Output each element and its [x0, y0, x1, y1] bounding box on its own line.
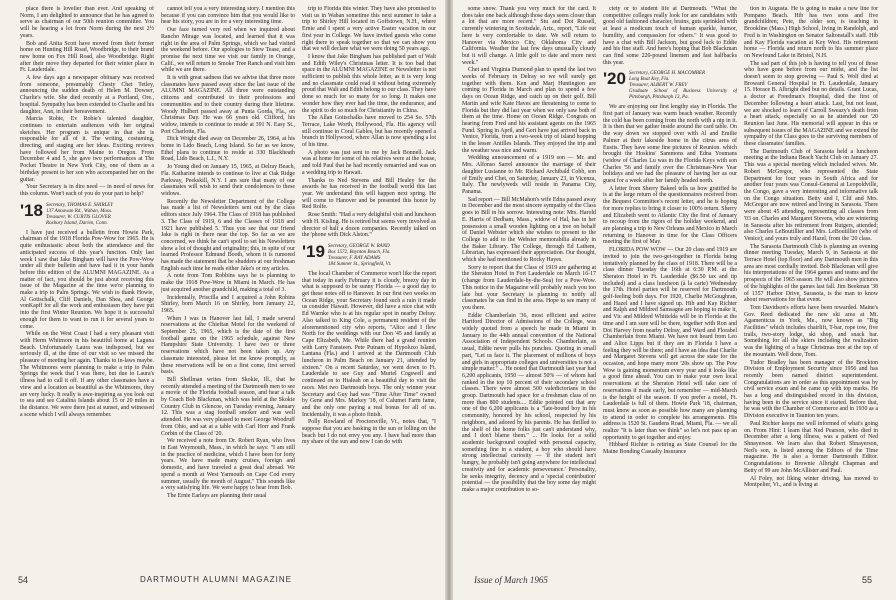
paragraph: Hibbard Richter is retiring as State Counsel for the Maine Bonding Casualty Insurance: [603, 442, 737, 456]
paragraph: The local Chamber of Commerce won't like the report that today in early February it is cloudy, breezy day in what is supposed to be sunny Florida — a good day to get these notes off to Hanover. In our first two weeks on Ocean Ridge, your Secretary found such a rain it made us consider Hawaii. However, did have a nice chat with Ed Warnke who is at his regular spot in nearby Delray. Also talked to King Cole, a permanent resident of the aforementioned city who reports, "Alice and I flew North for the weddings with our Don '45 and family at Cape Elizabeth, Me. While there had a grand reunion with Larry Fansteen. Pete Putnam of Hypoluxo Island, Lantana (Fla.) and I arrived at the Dartmouth Club luncheon in Palm Beach on January 21, attended by sixteen." On a recent Saturday, we went down to Ft. Lauderdale to see Guy and Muriel Cogswell and continued on to Hialeah on a beautiful day to visit the races. Met two Dartmouth boys. The only winner your Secretary and Guy had was "Time After Time" owned by Gene and Mrs. Markey '18, of Calumet Farm fame, and the only one paying a real bonus for all of us. Incidentally, it was a photo finish.: [302, 270, 436, 418]
class-officers: [46, 203, 113, 227]
paragraph: The Dartmouth Club of Sarasota held a luncheon meeting at the Indiana Beach Yacht Club on January 27. This was a special meeting which included wives. Mr. Robert McGregor, who represented the State Department for four years in South Africa and for another four years was Consul-General at Leopoldville, the Congo, gave a very interesting and informative talk on the Congo situation. Betty and I, Clif and Mrs. McGregor are now retired and living in Sarasota. There were about 45 attending, representing all classes from '03 on. Charles and Margaret Stevens, who are wintering in Sarasota after his retirement from Rutgers, attended; also Charles LeBoutillier and Mrs. LeBoutillier (who of Venice); and yours truly and Hazel, from the '20 class.: [744, 148, 878, 242]
paragraph: Rose Smith: "Had a very delightful visit and luncheon with H. Kisling. He is retired but seems very involved as director of half a dozen companies. Recently talked on the 'phone with Dick Alston.": [302, 212, 436, 239]
class-heading-1919: [302, 241, 436, 268]
paragraph: Tudor Bradley has been manager of the Brockton Division of Employment Security since 1956 and has recently been named district superintendent. Congratulations are in order as this appointment was by civil service exam and he came up with top marks. He has a long and distinguished record in this division, having been in the service since it started. Before that, he was with the Chamber of Commerce and in 1930 as a Division executive in Taunton ten years.: [744, 359, 878, 420]
paragraph: ciety or to student life at Dartmouth. "What the competitive colleges really look for are candidates with good old fashioned character, brains, guts sprinkled with at least a modicum touch of human sparkle, humor, humility, and compassion for others." It was good to have a chat with Bill Jackson, but good luck to Eddie and his fine staff. And here's hoping that Bob Blackman can find some 220-pound linemen and fast halfbacks this year.: [603, 6, 737, 66]
treasurer-line: Treasurer, ALBERT W. FREY: [628, 83, 688, 89]
paragraph: It is with great sadness that we advise that three more classmates have passed away since the last issue of the ALUMNI MAGAZINE. All three were outstanding citizens and contributed to their professions and communities and to their country during their lifetime. Woody Hulbert passed away at Punta Gorda, Fla., on Christmas Day. He was 66 years old. Clifford, his widow, intends to continue to reside at 391 N. Easy St., Port Charlotte, Fla.: [161, 75, 295, 135]
paragraph: While on the West Coast I had a very pleasant visit with Herm Whitmore in his beautiful home at Laguna Beach. Unfortunately Laura was indisposed, but we seriously ill, at the time of our visit so we missed the pleasure of meeting her again. Thanks to in-laws maybe. The Whitmores were planning to make a trip to Palm Springs the week that I was there, but due to Laura's illness had to call it off. If any other classmates have a view and a location as beautiful as the Whitmores, they are very lucky. It really is awe-inspiring as you look out to sea and see Catalina Islands about 15 or 20 miles in the distance. We were there just at sunset, and witnessed a scene which I will always remember.: [20, 331, 154, 418]
secretary-address: Long Boat Key, Fla.: [628, 77, 670, 83]
paragraph: tion in Augusta. He is going to make a new line for Pompano Beach. Hib has two sons and five grandchildren; Pete, the older son, is teaching in Brookline (Mass.) High School, living in Randolph, and Fred is in Washington on Senator Saltonstall's staff. Hib and Kay Florida vacation at Key West. His retirement home — Florida and return north to his summer place on Newfound Lake in Bristol, N.H.: [744, 6, 878, 59]
secretary-address: Box 1572, Boynton Beach, Fla.: [327, 249, 391, 255]
secretary-line: Secretary, GEORGE W. RAND: [327, 243, 390, 249]
paragraph: Marcia Robie, Ev Robie's talented daughter, continues to entertain audiences with her original sketches. Her program is unique in that she is responsible for all of it. The writing, costuming, directing, and staging are her ideas. Exciting reviews have followed her from Maine to Oregon. From December 4 and 5, she gave two performances at The Pocket Theatre in New York City, one of them as a birthday present to her son who accompanied her on the guitar.: [20, 116, 154, 183]
paragraph: Our face turned very red when we inquired about Rancho Mirage was located, and learned that it was right in the area of Palm Springs, which we had visited the weekend before. Our apologies to Stew Tease, and a promise the next time we visit our family in Orange, Calif., we will return to Smoke Tree Ranch and visit him while we are there.: [161, 27, 295, 74]
paragraph: Chet and Virginia Dumond plan to spend the last two weeks of February in Delray so we will surely get together with them. Ken and Marj Huntington are coming to Florida in March and plan to spend a few days on Ocean Ridge, and catch up on their golf. Bill Martin and wife Kate Haves are threatening to come to Florida but they did last year when we only saw both of them at the time. Home on Ocean Ridge. Congrats on hearing from Fred and his assistant agents on the 1965 Fund. Spring in April, and Gert have just arrived back in Venice, Florida, from a two-week trip of island hopping in the lesser Antilles Islands. They enjoyed the trip and the weather was nice and warm.: [462, 67, 596, 154]
class-year: '20: [603, 69, 626, 89]
paragraph: Bill Shellman writes from Skokie, Ill., that he recently attended a meeting of the Dartmouth men to see a movie of the Florida football season, and hear a talk by Coach Bob Blackman, which was held at the Skokie Country Club in Glencoe, on Tuesday evening, January 12. This was a stag football smoker and was well attended. He was very pleased to meet George Woodruff from Ohio, and sat at a table with Carl Horr and Frank Corbin of the Class of '20.: [161, 376, 295, 437]
paragraph: Polly Rowland of Proctorsville, Vt., notes that, "I suppose that you are basking in the sun or lolling on the beach but I do not envy you any. I have had more than my share of the sun and now I can do with: [302, 419, 436, 446]
paragraph: Dick Wright died away on December 26, 1964, at his home in Lido Beach, Long Island. So far as we know, Ethel plans to continue to reside at 330 Blackheath Road, Lido Beach, L.I., N.Y.: [161, 136, 295, 163]
paragraph: A few days ago a newspaper obituary was received from someone, presumably Chesty Chet Tetley, announcing the sudden death of Helen M. Dowser, Charlie's wife. She died recently at a Portland, Ore., hospital. Sympathy has been extended to Charlie and his daughter, Ann, in their bereavement.: [20, 75, 154, 115]
class-officers: [328, 244, 391, 268]
paragraph: some snow. Thank you very much for the card. It does take one back although those days seem closer than a lot that are more recent." Stu and Dot Russell, currently wintering in Scottsdale, Ariz., report, "Life out here is very comfortable to date. We will return to Hanover via Mexico City, Oklahoma City and California. Weather the last few days unusually cloudy but it will change. A little golf to date and more next week.": [462, 6, 596, 66]
paragraph: A letter from Sherry Bakeel tells us how gratified he is at the large return of the questionnaires received from the Bequest Committee's recent letter, and he is hoping for more replies to bring it closer to 100% return. Sherry and Elizabeth went to Atlantic City the first of January to recoup from the rigors of the holiday weekend, and are planning a trip to New Orleans and Mexico in March returning to Hanover in time for the Class Officers meeting the first of May.: [603, 185, 737, 246]
paragraph: We received a note from Dr. Robert Ryan, who lives in East Weymouth, Mass., in which he says: "I am still in the practice of medicine, which I have been for forty years. We have made many cruises, foreign and domestic, and have traveled a great deal abroad. We spend a month at West Yarmouth on Cape Cod every summer, usually the month of August." This sounds like a very satisfying life. We were happy to hear from Bob.: [161, 438, 295, 492]
secretary-line: Secretary, GEORGE H. MACOMBER: [628, 71, 705, 77]
treasurer-line: Treasurer, W. CURTIS GLOVER: [45, 214, 111, 220]
class-year: '19: [302, 241, 325, 261]
paragraph: Paul Richter keeps me well informed of what's going on. From Hint: I learn that Ned Pearson, who died in December after a long illness, was a patient of Ned Shnayerson. We learn also that Robert Shnayerson, Ned's son, is listed among the Editors of the Time magazine. He is also a former Dartmouth Editor. Congratulations to Brownie Albright Chapman and Betty of 99 are John McAllister and Paul.: [744, 420, 878, 474]
paragraph: A note from Tom Robbins says he is planning to make the 1918 Pow-Wow in Miami in March. He has just acquired another grandchild, making a total of 3.: [161, 273, 295, 293]
paragraph: Sorry to report that the Class of 1919 are gathering at the Sheraton Hotel in Fort Lauderdale on March 16-17 (change from Lauderdale-by-the-Sea) for a Pow-Wow. This notice in the Magazine will probably reach you too late but your Secretary is planning to notify all classmates he can find in the area. Hope to see many of you there.: [462, 264, 596, 311]
issue-date: Issue of March 1965: [474, 575, 548, 585]
paragraph: place there is lovelier than ever. And speaking of Norm, I am delighted to announce that he has agreed to serve as chairman of our 50th reunion committee. You will be hearing a lot from Norm during the next 2½ years.: [20, 6, 154, 39]
magazine-title: DARTMOUTH ALUMNI MAGAZINE: [140, 575, 292, 584]
treasurer-line: Treasurer, F. RAY ADAMS: [327, 255, 381, 261]
paragraph: We are enjoying our first lengthy stay in Florida. The first part of January was warm beach weather. Recently the cold has been coming from the north with a nip in it. It is then that we gather inside around the card table. On the way down we stopped over with Al and Emilie Palmer at their lakeside home in the citrus area of Eustis. They have some fine pictures of Reunion. which brought the Hoskins' Sammons and Edna Youmans (widow of Charles Lu was in the Florida Keys with son Charles '56 and family over the Christmas-New Year holidays and we had the pleasure of having her as our guest for a week after her family headed north.: [603, 104, 737, 185]
column-3: [302, 6, 436, 566]
class-officers: [629, 71, 737, 101]
paragraph: Thanks to Ned Stevens and Bill Healey for the awards he has received in the football world this last year. We understand this will happen next spring. He will come to Hanover and be presented this honor by Red Rolfe.: [302, 177, 436, 211]
paragraph: When I was in Hanover last fall, I made several reservations at the Chieftan Motel for the weekend of September 25, 1965, which is the date of the first football game on the 1965 schedule, against New Hampshire State University. I have two or three reservations which have not been taken up. Any classmate interested, please let me know promptly, as these reservations will be on a first come, first served basis.: [161, 315, 295, 376]
paragraph: trip to Florida this winter. They have also promised to visit us in Waban sometime this next summer to take a trip to Shirley Hill located in Goffstown, N.H., where Ernie and I spent a very active Easter vacation in our first year in College. We have invited guests who come right there to speak together so that we can show you that we will declare what we were doing 50 years ago.: [302, 6, 436, 53]
page-number-left: 54: [18, 575, 29, 585]
paragraph: The sad part of this job is having to tell you of those who have gone before from our midst, and the list doesn't seem to stop growing — Paul S. Wolf died at Broward General Hospital in Ft. Lauderdale, January 15. Horace B. Albright died but no details. Grant Lucas, a doctor at Freedman's Hospital, died the first of December following a heart attack. Last, but not least, we are shocked to learn of Carroll Sweazy's death from a heart attack, especially so as he attended our '20 Reunion last June. His memorial will appear in this or subsequent issues of the MAGAZINE and we extend the sympathy of the Class goes to the surviving members of these classmates' families.: [744, 60, 878, 148]
class-heading-1918: [20, 200, 154, 227]
paragraph: I know that Jake Bingham has published part of Walt and Edith Wiley's Christmas letter. It is too bad that space in the ALUMNI MAGAZINE or Newsletter is not sufficient to publish this whole letter, as it is very long and no classmate could read it without being extremely proud that Walt and Edith belong to our class. They have done so much for so many for so long. It makes one wonder how they ever had the time, the endurance, and the spirit to do so much for Christianity in China.: [302, 53, 436, 114]
paragraph: Tom Davidson's efforts have been rewarded. Maine's Gov. Reed dedicated the new ski area at Mt. Agamenticus in York, Me., now known as "Big Facilities" which includes chairlift, T-bar, rope tow, five trails, two-story lodge, ski shop, and snack bar. Something for all the skiers including the realization was the lighting of a huge Christmas tree at the top of the mountain. Well done, Tom.: [744, 304, 878, 358]
paragraph: Sad report — Bill McMahon's wife Edna passed away in December and the most sincere sympathy of the Class goes to Bill in his sorrow. Interesting note: Mrs. Harold E. Harris of Dedham, Mass., widow of Hal, has in her possession a small wooden lighting on a tree on behalf of Daniel Webster which she wishes to present to the College to add to the Webster memorabilia already in the Baker Library. The College, through Ed Lathem, Librarian, has expressed their appreciation. Our thought, which she had mentioned to Rocky Hayes.: [462, 196, 596, 264]
column-5: [603, 6, 737, 566]
column-6: [744, 6, 878, 566]
paragraph: The Allan Gottschalks have moved to 254 So. 57th Terrace, Lake Worth, Hollywood, Fla. His agency will still continue in Coral Gables, but has recently opened a branch in Hollywood, where Allan is now spending a lot of his time.: [302, 115, 436, 149]
secretary-address: 137 Annawan Rd., Waban, Mass.: [45, 208, 113, 214]
paragraph: Bob and Anita Scott have moved from their former home on Hunting Hill Road, Woodbridge, to their brand new home on Fox Hill Road, also Woodbridge. Right after their move they departed for their winter place in Ft. Lauderdale.: [20, 40, 154, 74]
class-year: '18: [20, 200, 43, 220]
treasurer-address: Roxbury Island, Darien, Conn.: [45, 220, 108, 226]
paragraph: The Sarasota Dartmouth Club is planning an evening dinner meeting Tuesday, March 9, in Sarasota at the Terrace Hotel (top floor) and any Dartmouth men in this area are most cordially invited. Bob Blackman will give his interpretations of the 1964 games and teams and the prospects of the 1965 season. He will also show pictures of the highlights of the games last fall. Jim Beekman '38 of 1357 Harbor Drive, Sarasota, is the man to know about reservations for that event.: [744, 243, 878, 304]
column-4: [462, 6, 596, 566]
paragraph: I have just received a bulletin from Howie Park, chairman of the 1918 Florida Pow-Wow for 1965. He is quite enthusiastic about both the attendance and the anticipated success of this year's function. Only last week I saw that Jake Bingham will have the Pow-Wow under all their bulletin and have had it in your hands before this edition of the ALUMNI MAGAZINE. As a matter of fact, you should be just about receiving this issue of the Magazine at the time we're planning to make a trip to Palm Springs. We wish to thank Howie, Al Gottschalk, Cliff Daniels, Dan Shea, and George vonKapff for all the work and enthusiasm they have put into the first Winter Reunion. We hope it is successful enough for them to want to run it for several years to come.: [20, 229, 154, 330]
class-heading-1920: [603, 71, 737, 101]
paragraph: Incidentally, Priscilla and I acquired a John Robins Shirley, born March 16 on Shirley, born January 22, 1965.: [161, 294, 295, 314]
paragraph: Your Secretary is in dire need — in need of news for this column. Won't each of you do your part to help?: [20, 184, 154, 197]
column-1: [20, 6, 154, 566]
paragraph: Jo Young died on January 15, 1965, at Delray Beach, Fla. Katharine intends to continue to live at Oak Ridge Parkway, Peekskill, N.Y. I am sure that many of our classmates will wish to send their condolences to these widows.: [161, 164, 295, 197]
paragraph: Wedding announcement of a 1919 son — Mr. and Mrs. Alfonso Sarrel announce the marriage of their daughter Lusianne to Mr. Richard Archibald Cobb, son of Emily and Chet, on Saturday, January 23, in Vicenza, Italy. The newlyweds will reside in Panama City, Panama.: [462, 155, 596, 195]
secretary-line: Secretary, THOMAS E. SHIRLEY: [45, 202, 114, 208]
paragraph: Eddie Chamberlain '36, most efficient and active Hartford Director of Admissions of the College, was widely quoted from a speech he made in Miami in January to the 44th annual convention of the National Association of Independent Schools. Chamberlain, as usual, Eddie never pulls his punches. Quoting in small part, "Let us face it. The placement of millions of boys and girls in appropriate colleges and universities is not a simple matter." ... He noted that Dartmouth last year had 6,200 applicants, 1950 — almost 50% — of whom had ranked in the top 10 percent of their secondary school classes. There were almost 500 valedictorians in the group. Dartmouth had space for a freshman class of no more than 800 students.... Eddie pointed out that any one of the 6,200 applicants is a "late-bound boy in his community, honored by his school, respected by his neighbors, and adored by his parents. He has thrilled to the shelf of the home folks just can't understand why, and I don't blame them." ... He looks for a solid academic background coupled with personal capacity, something fine in a student, a boy who should have strong intellectual curiosity — 'if the student isn't hungry, he probably isn't going anywhere for intellectual creativity and for academic perseverance.' Personality, he seeks integrity, decency and a 'special contribution' potential — the possibility that the boy some day might make a major contribution to so-: [462, 312, 596, 493]
paragraph: Recently the Newsletter Department of the College has made a list of Newsletters sent out by the class editors since July 1964. The Class of 1918 has published 3. The Class of 1919, 6 and the Classes of 1918 and 1921 have published 5. Thus you see that our friend Jake is right in there near the top. So far as we are concerned, we think he can't spoil to set his Newsletters show a lot of thought and originality; this, in spite of our learned Professor Edmund Booth, whom it is rumored has made the statement that he shudders at our freshman English each time he reads either Jake's or my articles.: [161, 198, 295, 272]
treasurer-address: 184 Sumner St., Springfield, Vt.: [327, 261, 392, 267]
paragraph: FLORIDA POW WOW — Our 20 class and 1919 are invited to join the two-get-together in Florida being tentatively planned by the class of 1918. There will be a class dinner Tuesday the 16th at 6:30 P.M. at the Sheraton Hotel in Ft. Lauderdale ($6.50 tax and tip included) and a class luncheon (à la carte) Wednesday the 17th. Hotel parties will be reserved for Dartmouth golf-feeling both days. For 1920, Charlie McGoughran, and Hazel and I have signed up. Hib and Kay Richter and Ralph and Mildred Samsagne are hoping to make it, and Vic and Mildred Whittelda will be in Florida at the time and I am sure will be there, together with Ron and Dot Harvey from nearby Delray, and Ward and Florabel Chamberlain from Miami. We have not heard from Leo and Alice Lipps but if they are in Florida I have a feeling they will be there; and I have an idea that Charlie and Margaret Stevens will get across the state for the occasion, and hope many more '20s show up. The Pow Wow is gaining momentum every year and it looks like a good time ahead. You can to make your own local reservations at the Sheraton Hotel will take care of reservations if made early, but remember — mid-March is the height of the season. If you prefer a motel, Ft. Lauderdale is full of them. Howie Park '18, chairman, must know as soon as possible how many are planning to attend in order to complete his arrangements. His address is 1520 St. Gaudens Road, Miami, Fla. — we all realize "It is later than we think" so let's not pass up an opportunity to get together and enjoy.: [603, 247, 737, 441]
paragraph: The Ernie Earleys are planning their usual: [167, 492, 267, 499]
paragraph: A photo was just sent to me by Jack Bonnell. Jack was at home for some of his relatives were at the house, and told Paul that he had recently remarried and was on a wedding trip to Hawaii.: [302, 149, 436, 176]
paragraph: cannot tell you a very interesting story. I mention this because if you can convince him that you would like to hear his story, you are in for a very interesting time.: [161, 6, 295, 26]
page-number-right: 55: [862, 575, 873, 585]
treasurer-address: Graduate School of Business University of Pittsburgh, Pittsburgh 13, Pa.: [628, 89, 737, 101]
page-gutter: [445, 0, 453, 600]
column-2: [161, 6, 295, 566]
paragraph: Al Foley, not liking winter driving, has moved to Montpelier, Vt., and is living at: [744, 475, 878, 489]
